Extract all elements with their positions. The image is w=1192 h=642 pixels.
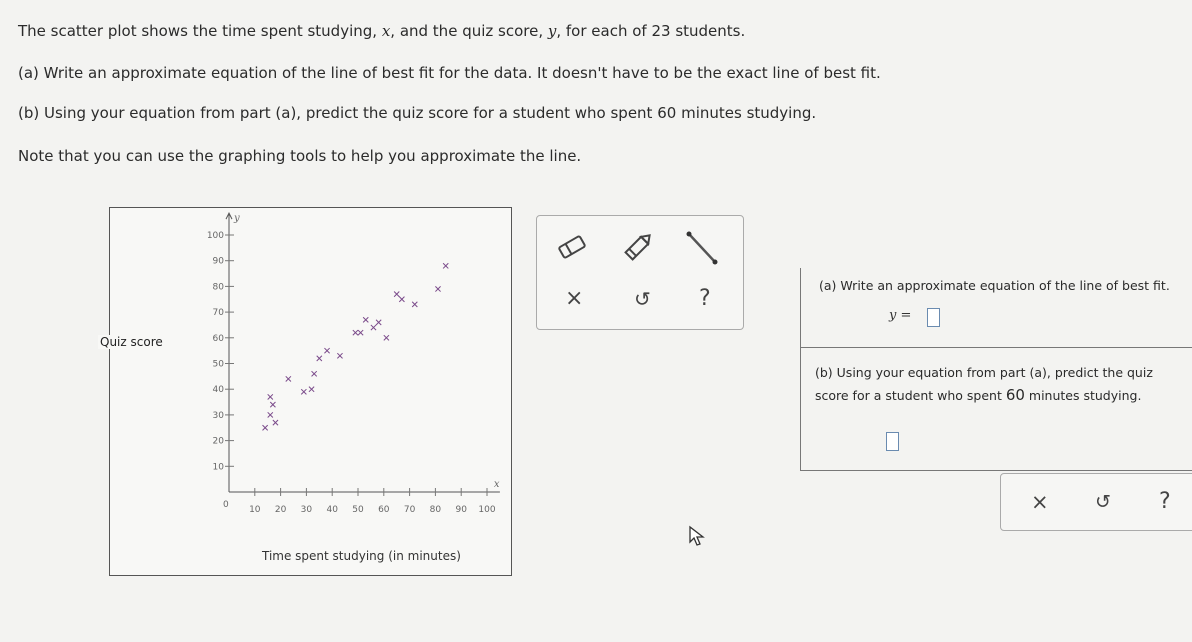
pencil-icon[interactable] xyxy=(621,228,657,264)
part-a-prompt: (a) Write an approximate equation of the line of best fit. xyxy=(819,278,1170,293)
part-b-panel xyxy=(800,348,1192,471)
question-part-a: (a) Write an approximate equation of the line of best fit for the data. It doesn't have to be the exact line of best fit. xyxy=(18,64,881,82)
x-tick-label: 80 xyxy=(429,505,442,515)
x-axis-label: Time spent studying (in minutes) xyxy=(262,549,461,563)
y-axis-var: y xyxy=(234,213,240,225)
var-y: y xyxy=(547,22,557,40)
y-tick-label: 10 xyxy=(212,462,224,473)
data-point xyxy=(358,330,363,335)
data-point xyxy=(273,420,278,425)
data-point xyxy=(443,263,448,268)
data-point xyxy=(270,402,275,407)
clear-button[interactable]: × xyxy=(565,286,584,311)
y-tick-label: 80 xyxy=(212,282,224,293)
y-tick-label: 20 xyxy=(212,436,224,447)
var-x: x xyxy=(381,22,391,40)
data-point xyxy=(399,297,404,302)
student-count: 23 xyxy=(651,22,671,40)
x-tick-label: 70 xyxy=(403,505,416,515)
data-point xyxy=(286,376,291,381)
origin-label: 0 xyxy=(223,500,229,510)
question-text-1b: , and the quiz score, xyxy=(390,22,548,40)
question-text-3b: minutes studying. xyxy=(676,104,817,122)
data-point xyxy=(301,389,306,394)
x-tick-label: 90 xyxy=(455,505,467,515)
y-tick-label: 60 xyxy=(212,333,224,344)
question-text-1d: students. xyxy=(670,22,746,40)
answer-help-button[interactable]: ? xyxy=(1159,489,1171,514)
part-b-text-2a: score for a student who spent xyxy=(815,388,1006,403)
x-tick-label: 30 xyxy=(300,505,313,515)
equation-input[interactable] xyxy=(927,308,940,327)
y-tick-label: 100 xyxy=(206,231,224,241)
y-tick-label: 30 xyxy=(212,410,224,421)
plot-ticks xyxy=(207,231,496,515)
equation-row xyxy=(889,308,911,323)
x-tick-label: 60 xyxy=(378,505,390,515)
question-text-1c: , for each of xyxy=(556,22,652,40)
y-tick-label: 50 xyxy=(212,359,224,370)
x-tick-label: 100 xyxy=(478,505,496,515)
part-b-minutes: 60 xyxy=(1005,386,1025,404)
data-point xyxy=(376,320,381,325)
part-b-text-2b: minutes studying. xyxy=(1024,388,1142,403)
data-point xyxy=(263,425,268,430)
question-minutes: 60 xyxy=(657,104,677,122)
help-button[interactable]: ? xyxy=(699,286,711,311)
question-note: Note that you can use the graphing tools to help you approximate the line. xyxy=(18,147,582,165)
question-text-3a: (b) Using your equation from part (a), predict the quiz score for a student who spent xyxy=(18,104,658,122)
mouse-cursor-icon xyxy=(688,525,710,547)
data-point xyxy=(324,348,329,353)
data-point xyxy=(371,325,376,330)
x-tick-label: 10 xyxy=(249,505,261,515)
data-point xyxy=(317,356,322,361)
data-point xyxy=(412,302,417,307)
eraser-icon[interactable] xyxy=(555,230,589,264)
y-axis-label: Quiz score xyxy=(100,335,163,349)
data-point xyxy=(435,286,440,291)
y-tick-label: 40 xyxy=(212,385,224,396)
data-point xyxy=(353,330,358,335)
graph-tool-panel xyxy=(536,215,744,330)
data-point xyxy=(363,317,368,322)
equation-var: y xyxy=(889,308,897,323)
part-b-prompt-line1: (b) Using your equation from part (a), predict the quiz xyxy=(815,365,1153,380)
data-point xyxy=(384,335,389,340)
x-tick-label: 20 xyxy=(274,505,287,515)
plot-points xyxy=(263,263,449,430)
line-tool-icon[interactable] xyxy=(683,228,723,268)
part-b-prompt-line2 xyxy=(815,386,1141,404)
data-point xyxy=(394,292,399,297)
data-point xyxy=(268,412,273,417)
x-axis-var: x xyxy=(493,479,500,490)
question-text-1a: The scatter plot shows the time spent studying, xyxy=(18,22,382,40)
prediction-input[interactable] xyxy=(886,432,899,451)
data-point xyxy=(312,371,317,376)
y-tick-label: 90 xyxy=(212,256,224,267)
x-tick-label: 40 xyxy=(326,505,338,515)
answer-undo-button[interactable]: ↺ xyxy=(1095,491,1111,513)
data-point xyxy=(337,353,342,358)
data-point xyxy=(309,387,314,392)
equation-sign: = xyxy=(900,308,912,323)
part-a-panel xyxy=(800,268,1192,348)
data-point xyxy=(268,394,273,399)
x-tick-label: 50 xyxy=(352,505,364,515)
plot-axes xyxy=(223,213,500,510)
y-tick-label: 70 xyxy=(212,308,224,319)
answer-tool-panel xyxy=(1000,473,1192,531)
answer-clear-button[interactable]: × xyxy=(1031,490,1049,514)
undo-button[interactable]: ↺ xyxy=(634,287,651,311)
